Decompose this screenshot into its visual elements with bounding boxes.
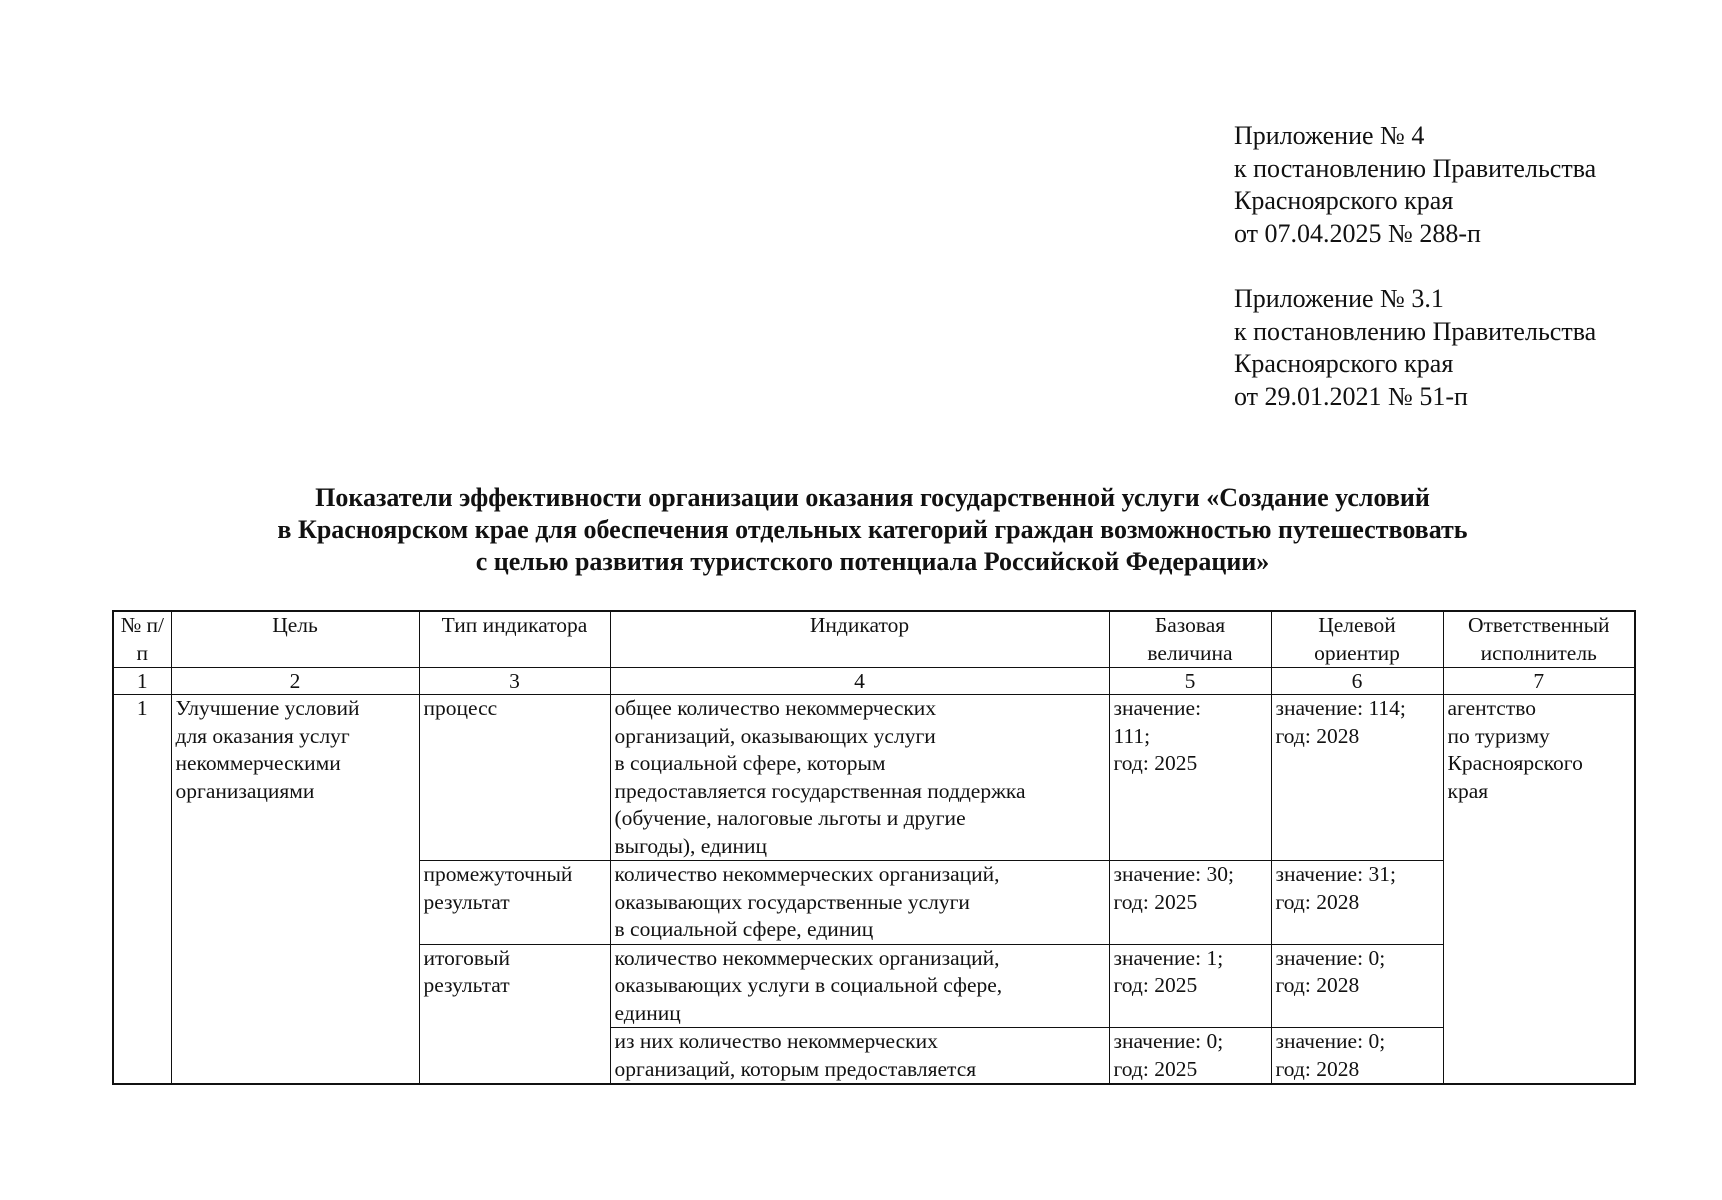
base-line: значение: 0; — [1113, 1029, 1224, 1053]
target-line: значение: 0; — [1275, 945, 1386, 970]
base-line: год: 2025 — [1113, 889, 1198, 914]
executor-line: края — [1447, 778, 1489, 803]
title-line: с целью развития туристского потенциала Российской Федерации» — [475, 547, 1270, 576]
appendix-line: к постановлению Правительства — [1234, 153, 1597, 183]
header-cell: Тип индикатора — [419, 611, 610, 668]
type-line: результат — [423, 889, 510, 914]
executor-line: по туризму — [1447, 723, 1550, 748]
appendix-line: Красноярского края — [1234, 349, 1454, 378]
indicator-line: организаций, оказывающих услуги — [614, 723, 936, 748]
base-line: год: 2025 — [1113, 973, 1198, 997]
appendix-line: от 07.04.2025 № 288-п — [1234, 218, 1481, 248]
indicator-line: общее количество некоммерческих — [614, 696, 937, 720]
indicator-line: из них количество некоммерческих — [614, 1029, 938, 1053]
header-cell: Базовая величина — [1109, 611, 1271, 668]
indicator-type-cell — [419, 695, 610, 861]
document-title — [110, 482, 1635, 578]
indicator-line: выгоды), единиц — [614, 833, 768, 858]
type-line: процесс — [423, 696, 498, 720]
type-line: итоговый — [423, 945, 511, 970]
indicator-line: в социальной сфере, которым — [614, 751, 886, 775]
indicator-line: количество некоммерческих организаций, — [614, 945, 1000, 970]
target-value-cell — [1271, 861, 1443, 945]
column-number: 3 — [419, 668, 610, 695]
goal-line: организациями — [175, 778, 315, 803]
appendix-line: Красноярского края — [1234, 186, 1454, 215]
target-line: год: 2028 — [1275, 1056, 1360, 1081]
base-value-cell — [1109, 695, 1271, 861]
indicator-line: (обучение, налоговые льготы и другие — [614, 806, 966, 830]
goal-line: для оказания услуг — [175, 723, 350, 748]
header-cell: Целевой ориентир — [1271, 611, 1443, 668]
indicator-line: единиц — [614, 1000, 681, 1025]
target-line: значение: 0; — [1275, 1029, 1386, 1053]
indicator-type-cell — [419, 944, 610, 1084]
executor-line: Красноярского — [1447, 751, 1583, 775]
table-header-row — [113, 611, 1635, 668]
indicator-line: организаций, которым предоставляется — [614, 1056, 977, 1081]
indicator-line: в социальной сфере, единиц — [614, 917, 874, 941]
target-line: значение: 114; — [1275, 696, 1406, 720]
base-line: 111; — [1113, 723, 1151, 748]
base-line: значение: 30; — [1113, 862, 1234, 886]
target-value-cell — [1271, 1028, 1443, 1085]
goal-cell — [171, 695, 419, 1085]
indicator-line: количество некоммерческих организаций, — [614, 862, 1000, 886]
executor-line: агентство — [1447, 696, 1536, 720]
column-number-row — [113, 668, 1635, 695]
appendix-line: Приложение № 3.1 — [1234, 284, 1444, 313]
type-line: результат — [423, 973, 510, 997]
target-value-cell — [1271, 695, 1443, 861]
column-number: 1 — [113, 668, 171, 695]
indicators-table — [112, 610, 1636, 1085]
goal-line: Улучшение условий — [175, 696, 360, 720]
appendix-line: Приложение № 4 — [1234, 121, 1425, 150]
title-line: Показатели эффективности организации оказания государственной услуги «Создание условий — [315, 483, 1430, 512]
executor-cell — [1443, 695, 1635, 1085]
header-cell: № п/п — [113, 611, 171, 668]
header-cell: Ответственный исполнитель — [1443, 611, 1635, 668]
appendix-block-1 — [1234, 120, 1694, 250]
goal-line: некоммерческими — [175, 751, 341, 775]
target-line: год: 2028 — [1275, 723, 1360, 748]
indicator-cell — [610, 1028, 1109, 1085]
target-line: значение: 31; — [1275, 862, 1396, 886]
base-line: год: 2025 — [1113, 1056, 1198, 1081]
indicator-cell — [610, 944, 1109, 1028]
base-value-cell — [1109, 1028, 1271, 1085]
target-value-cell — [1271, 944, 1443, 1028]
indicator-type-cell — [419, 861, 610, 945]
appendix-line: к постановлению Правительства — [1234, 316, 1597, 346]
indicator-cell — [610, 695, 1109, 861]
header-cell: Цель — [171, 611, 419, 668]
indicator-cell — [610, 861, 1109, 945]
column-number: 4 — [610, 668, 1109, 695]
base-line: значение: — [1113, 696, 1202, 720]
column-number: 2 — [171, 668, 419, 695]
indicator-line: оказывающих услуги в социальной сфере, — [614, 973, 1003, 997]
column-number: 7 — [1443, 668, 1635, 695]
base-value-cell — [1109, 861, 1271, 945]
header-cell: Индикатор — [610, 611, 1109, 668]
row-number: 1 — [113, 695, 171, 1085]
target-line: год: 2028 — [1275, 889, 1360, 914]
base-value-cell — [1109, 944, 1271, 1028]
appendix-line: от 29.01.2021 № 51-п — [1234, 381, 1468, 411]
column-number: 5 — [1109, 668, 1271, 695]
column-number: 6 — [1271, 668, 1443, 695]
indicator-line: оказывающих государственные услуги — [614, 889, 970, 914]
title-line: в Красноярском крае для обеспечения отдельных категорий граждан возможностью путешествовать — [277, 515, 1468, 544]
indicator-line: предоставляется государственная поддержка — [614, 778, 1026, 803]
table-row — [113, 695, 1635, 861]
appendix-block-2 — [1234, 283, 1694, 413]
base-line: год: 2025 — [1113, 751, 1198, 775]
type-line: промежуточный — [423, 862, 573, 886]
base-line: значение: 1; — [1113, 945, 1224, 970]
target-line: год: 2028 — [1275, 973, 1360, 997]
